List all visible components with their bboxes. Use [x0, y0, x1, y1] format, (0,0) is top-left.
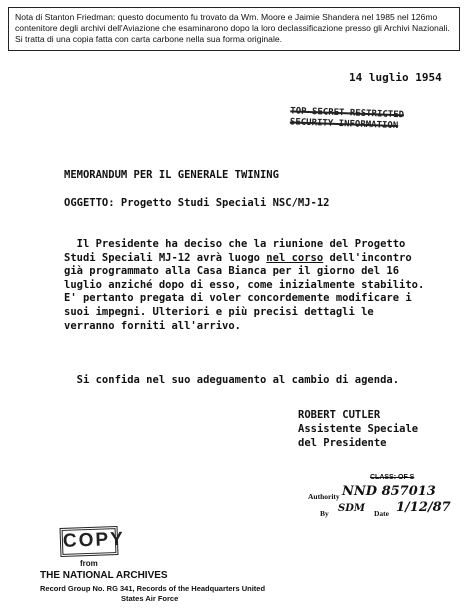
by-label: By	[320, 509, 329, 518]
archive-name: THE NATIONAL ARCHIVES	[40, 570, 168, 581]
classification-line-2: SECURITY INFORMATION	[289, 117, 399, 132]
archive-record-group: Record Group No. RG 341, Records of the Headquarters United	[40, 584, 266, 593]
paragraph-line: dell'incontro	[323, 251, 412, 264]
memo-paragraph-2: Si confida nel suo adeguamento al cambio di agenda.	[64, 374, 400, 386]
paragraph-line: suoi impegni. Ulteriori e più precisi dettagli le	[64, 305, 374, 318]
archive-air-force: States Air Force	[121, 594, 179, 603]
editor-note: Nota di Stanton Friedman: questo documento fu trovato da Wm. Moore e Jaimie Shandera nel 1985 nel 126mo contenitore degli archivi dell'Aviazione che esaminarono dopo la loro declassificazione presso gli Archivi Nazionali. Si tratta di una copia fatta con carta carbone nella sua forma originale.	[8, 7, 460, 51]
memo-paragraph-1	[64, 238, 424, 333]
memo-date: 14 luglio 1954	[349, 71, 442, 84]
date-value: 1/12/87	[396, 500, 451, 515]
signature-title-1: Assistente Speciale	[298, 423, 419, 435]
paragraph-line: già programmato alla Casa Bianca per il giorno del 16	[64, 265, 400, 278]
paragraph-line: verranno forniti all'arrivo.	[64, 319, 242, 332]
paragraph-line: Il Presidente ha deciso che la riunione del Progetto	[64, 238, 406, 250]
signature-title-2: del Presidente	[298, 437, 387, 449]
memo-subject: OGGETTO: Progetto Studi Speciali NSC/MJ-12	[64, 197, 330, 209]
authority-label: Authority	[308, 492, 340, 501]
classification-stamp	[290, 106, 443, 133]
archive-from: from	[80, 559, 98, 568]
signature-name: ROBERT CUTLER	[298, 409, 381, 421]
copy-stamp: COPY	[60, 526, 119, 557]
date-label: Date	[374, 509, 389, 518]
paragraph-line: Studi Speciali MJ-12 avrà luogo	[64, 251, 267, 264]
declass-mark: CLASS: OF S	[370, 474, 415, 481]
classification-line-1: TOP SECRET RESTRICTED	[290, 106, 405, 121]
by-value: SDM	[338, 503, 365, 514]
paragraph-line: E' pertanto pregata di voler concordemente modificare i	[64, 292, 412, 305]
memo-title: MEMORANDUM PER IL GENERALE TWINING	[64, 169, 279, 181]
paragraph-line: luglio anziché dopo di esso, come inizialmente stabilito.	[64, 278, 425, 291]
authority-value: NND 857013	[342, 484, 436, 499]
underlined-phrase: nel corso	[266, 251, 324, 264]
